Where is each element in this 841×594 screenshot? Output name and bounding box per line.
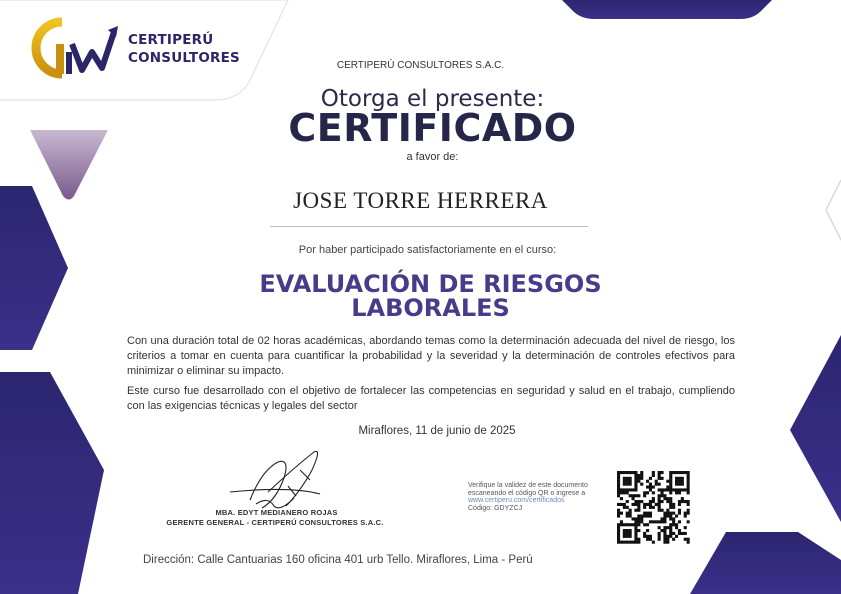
top-right-tab bbox=[562, 0, 772, 19]
address: Dirección: Calle Cantuarias 160 oficina 401 urb Tello. Miraflores, Lima - Perú bbox=[143, 554, 533, 566]
qr-code bbox=[615, 469, 692, 546]
verification-line1: Verifique la validez de este documento bbox=[468, 482, 588, 489]
bottom-right-shape bbox=[690, 532, 841, 594]
signature bbox=[230, 451, 320, 508]
signatory-name: MBA. EDYT MEDIANERO ROJAS bbox=[215, 508, 338, 517]
certificate-title: CERTIFICADO bbox=[288, 106, 577, 150]
course-title bbox=[0, 272, 841, 320]
course-objective: Este curso fue desarrollado con el objetivo de fortalecer las competencias en seguridad y salud en el trabajo, cumpliendo con las exigencias técnicas y legales del sector bbox=[127, 385, 735, 412]
verification-code: Código: GDYZCJ bbox=[468, 504, 523, 512]
issuer-name: CERTIPERÚ CONSULTORES S.A.C. bbox=[336, 60, 505, 71]
name-underline bbox=[270, 226, 588, 227]
signatory-title: GERENTE GENERAL - CERTIPERÚ CONSULTORES S.A.C. bbox=[166, 518, 384, 527]
in-favor-of: a favor de: bbox=[406, 151, 459, 163]
granting-line: Otorga el presente: bbox=[320, 86, 545, 112]
verification-block bbox=[468, 482, 618, 512]
course-title-line1: EVALUACIÓN DE RIESGOS bbox=[259, 270, 602, 298]
recipient-name: JOSE TORRE HERRERA bbox=[293, 188, 548, 213]
logo-line1: CERTIPERÚ bbox=[128, 32, 214, 48]
verification-link[interactable]: www.certiperu.com/certificados bbox=[468, 497, 565, 504]
verification-line2: escaneando el código QR o ingrese a bbox=[468, 489, 586, 497]
course-title-line2: LABORALES bbox=[351, 294, 510, 322]
issue-date: Miraflores, 11 de junio de 2025 bbox=[358, 425, 516, 437]
course-description: Con una duración total de 02 horas académicas, abordando temas como la determinación adecuada del nivel de riesgo, los criterios a tomar en cuenta para cuantificar la probabilidad y la severidad y la determinación de controles efectivos para minimizar o eliminar su impacto. bbox=[127, 335, 735, 377]
left-hexagon-lower bbox=[0, 372, 104, 594]
participation-text: Por haber participado satisfactoriamente en el curso: bbox=[298, 244, 557, 256]
logo-line2: CONSULTORES bbox=[128, 50, 240, 66]
